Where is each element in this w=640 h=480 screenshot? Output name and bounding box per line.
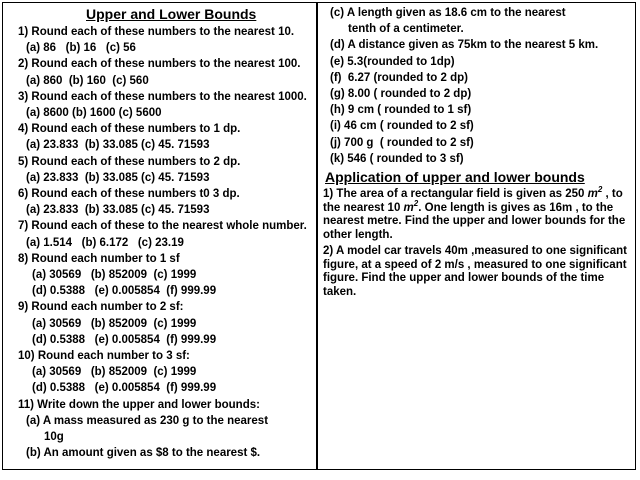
- question-line: (k) 546 ( rounded to 3 sf): [330, 152, 464, 165]
- q1-unit-1: m: [587, 188, 598, 201]
- question-line: 9) Round each number to 2 sf:: [18, 301, 184, 314]
- application-title: Application of upper and lower bounds: [325, 169, 585, 186]
- question-line: 8) Round each number to 1 sf: [18, 252, 180, 265]
- answer-options-line: (a) 8600 (b) 1600 (c) 5600: [26, 107, 162, 120]
- question-line: 5) Round each of these numbers to 2 dp.: [18, 155, 241, 168]
- answer-options-line: (a) 30569 (b) 852009 (c) 1999: [32, 317, 197, 330]
- answer-options-line: (a) A mass measured as 230 g to the nearest: [26, 414, 269, 427]
- question-line: 10) Round each number to 3 sf:: [18, 350, 190, 363]
- question-line: (i) 46 cm ( rounded to 2 sf): [330, 120, 474, 133]
- question-line: 3) Round each of these numbers to the nearest 1000.: [18, 90, 307, 103]
- right-column: [322, 5, 632, 299]
- question-line: (c) A length given as 18.6 cm to the nearest: [330, 7, 566, 19]
- column-divider: [316, 2, 318, 470]
- answer-options-line: (a) 23.833 (b) 33.085 (c) 45. 71593: [26, 171, 210, 184]
- question-line: 2) Round each of these numbers to the nearest 100.: [18, 58, 301, 71]
- question-line: (e) 5.3(rounded to 1dp): [330, 55, 455, 68]
- question-line: 1) Round each of these numbers to the nearest 10.: [18, 26, 295, 38]
- answer-options-line: (a) 30569 (b) 852009 (c) 1999: [32, 269, 197, 282]
- question-line: (j) 700 g ( rounded to 2 sf): [330, 136, 474, 149]
- q1-unit-2: m: [403, 201, 414, 214]
- answer-options-line: (a) 30569 (b) 852009 (c) 1999: [32, 366, 197, 379]
- left-column: [18, 5, 314, 461]
- answer-options-line: (a) 23.833 (b) 33.085 (c) 45. 71593: [26, 204, 210, 217]
- question-line: 7) Round each of these to the nearest whole number.: [18, 220, 307, 233]
- question-line: (h) 9 cm ( rounded to 1 sf): [330, 104, 472, 117]
- question-line: (d) A distance given as 75km to the nearest 5 km.: [330, 39, 599, 52]
- question-line: 11) Write down the upper and lower bounds:: [18, 398, 260, 411]
- q1-text-part3: . One length is gives as 16m , to the nearest metre. Find the upper and lower bounds for the other length.: [323, 201, 626, 241]
- answer-options-line: (d) 0.5388 (e) 0.005854 (f) 999.99: [32, 285, 217, 298]
- application-question-1: [322, 185, 632, 242]
- worksheet-title: Upper and Lower Bounds: [86, 6, 257, 22]
- answer-options-line: (a) 860 (b) 160 (c) 560: [26, 74, 149, 87]
- question-line: (g) 8.00 ( rounded to 2 dp): [330, 88, 472, 101]
- answer-options-line: 10g: [44, 431, 64, 444]
- q1-text-part1: 1) The area of a rectangular field is given as 250: [323, 188, 588, 201]
- answer-options-line: (d) 0.5388 (e) 0.005854 (f) 999.99: [32, 382, 217, 395]
- q1-exponent-2: 2: [413, 198, 419, 208]
- question-line: 6) Round each of these numbers t0 3 dp.: [18, 188, 240, 201]
- question-line: 4) Round each of these numbers to 1 dp.: [18, 123, 241, 136]
- question-line: (f) 6.27 (rounded to 2 dp): [330, 71, 468, 84]
- answer-options-line: (a) 23.833 (b) 33.085 (c) 45. 71593: [26, 139, 210, 152]
- answer-options-line: (b) An amount given as $8 to the nearest $.: [26, 447, 261, 460]
- application-question-2: 2) A model car travels 40m ,measured to one significant figure, at a speed of 2 m/s , measured to one significant figure. Find the upper and lower bounds of the time taken.: [323, 245, 627, 298]
- q1-text-part2: , to the nearest 10: [323, 188, 623, 214]
- question-line: tenth of a centimeter.: [348, 23, 464, 36]
- answer-options-line: (a) 1.514 (b) 6.172 (c) 23.19: [26, 236, 184, 249]
- answer-options-line: (d) 0.5388 (e) 0.005854 (f) 999.99: [32, 333, 217, 346]
- q1-exponent-1: 2: [597, 185, 603, 195]
- answer-options-line: (a) 86 (b) 16 (c) 56: [26, 42, 136, 55]
